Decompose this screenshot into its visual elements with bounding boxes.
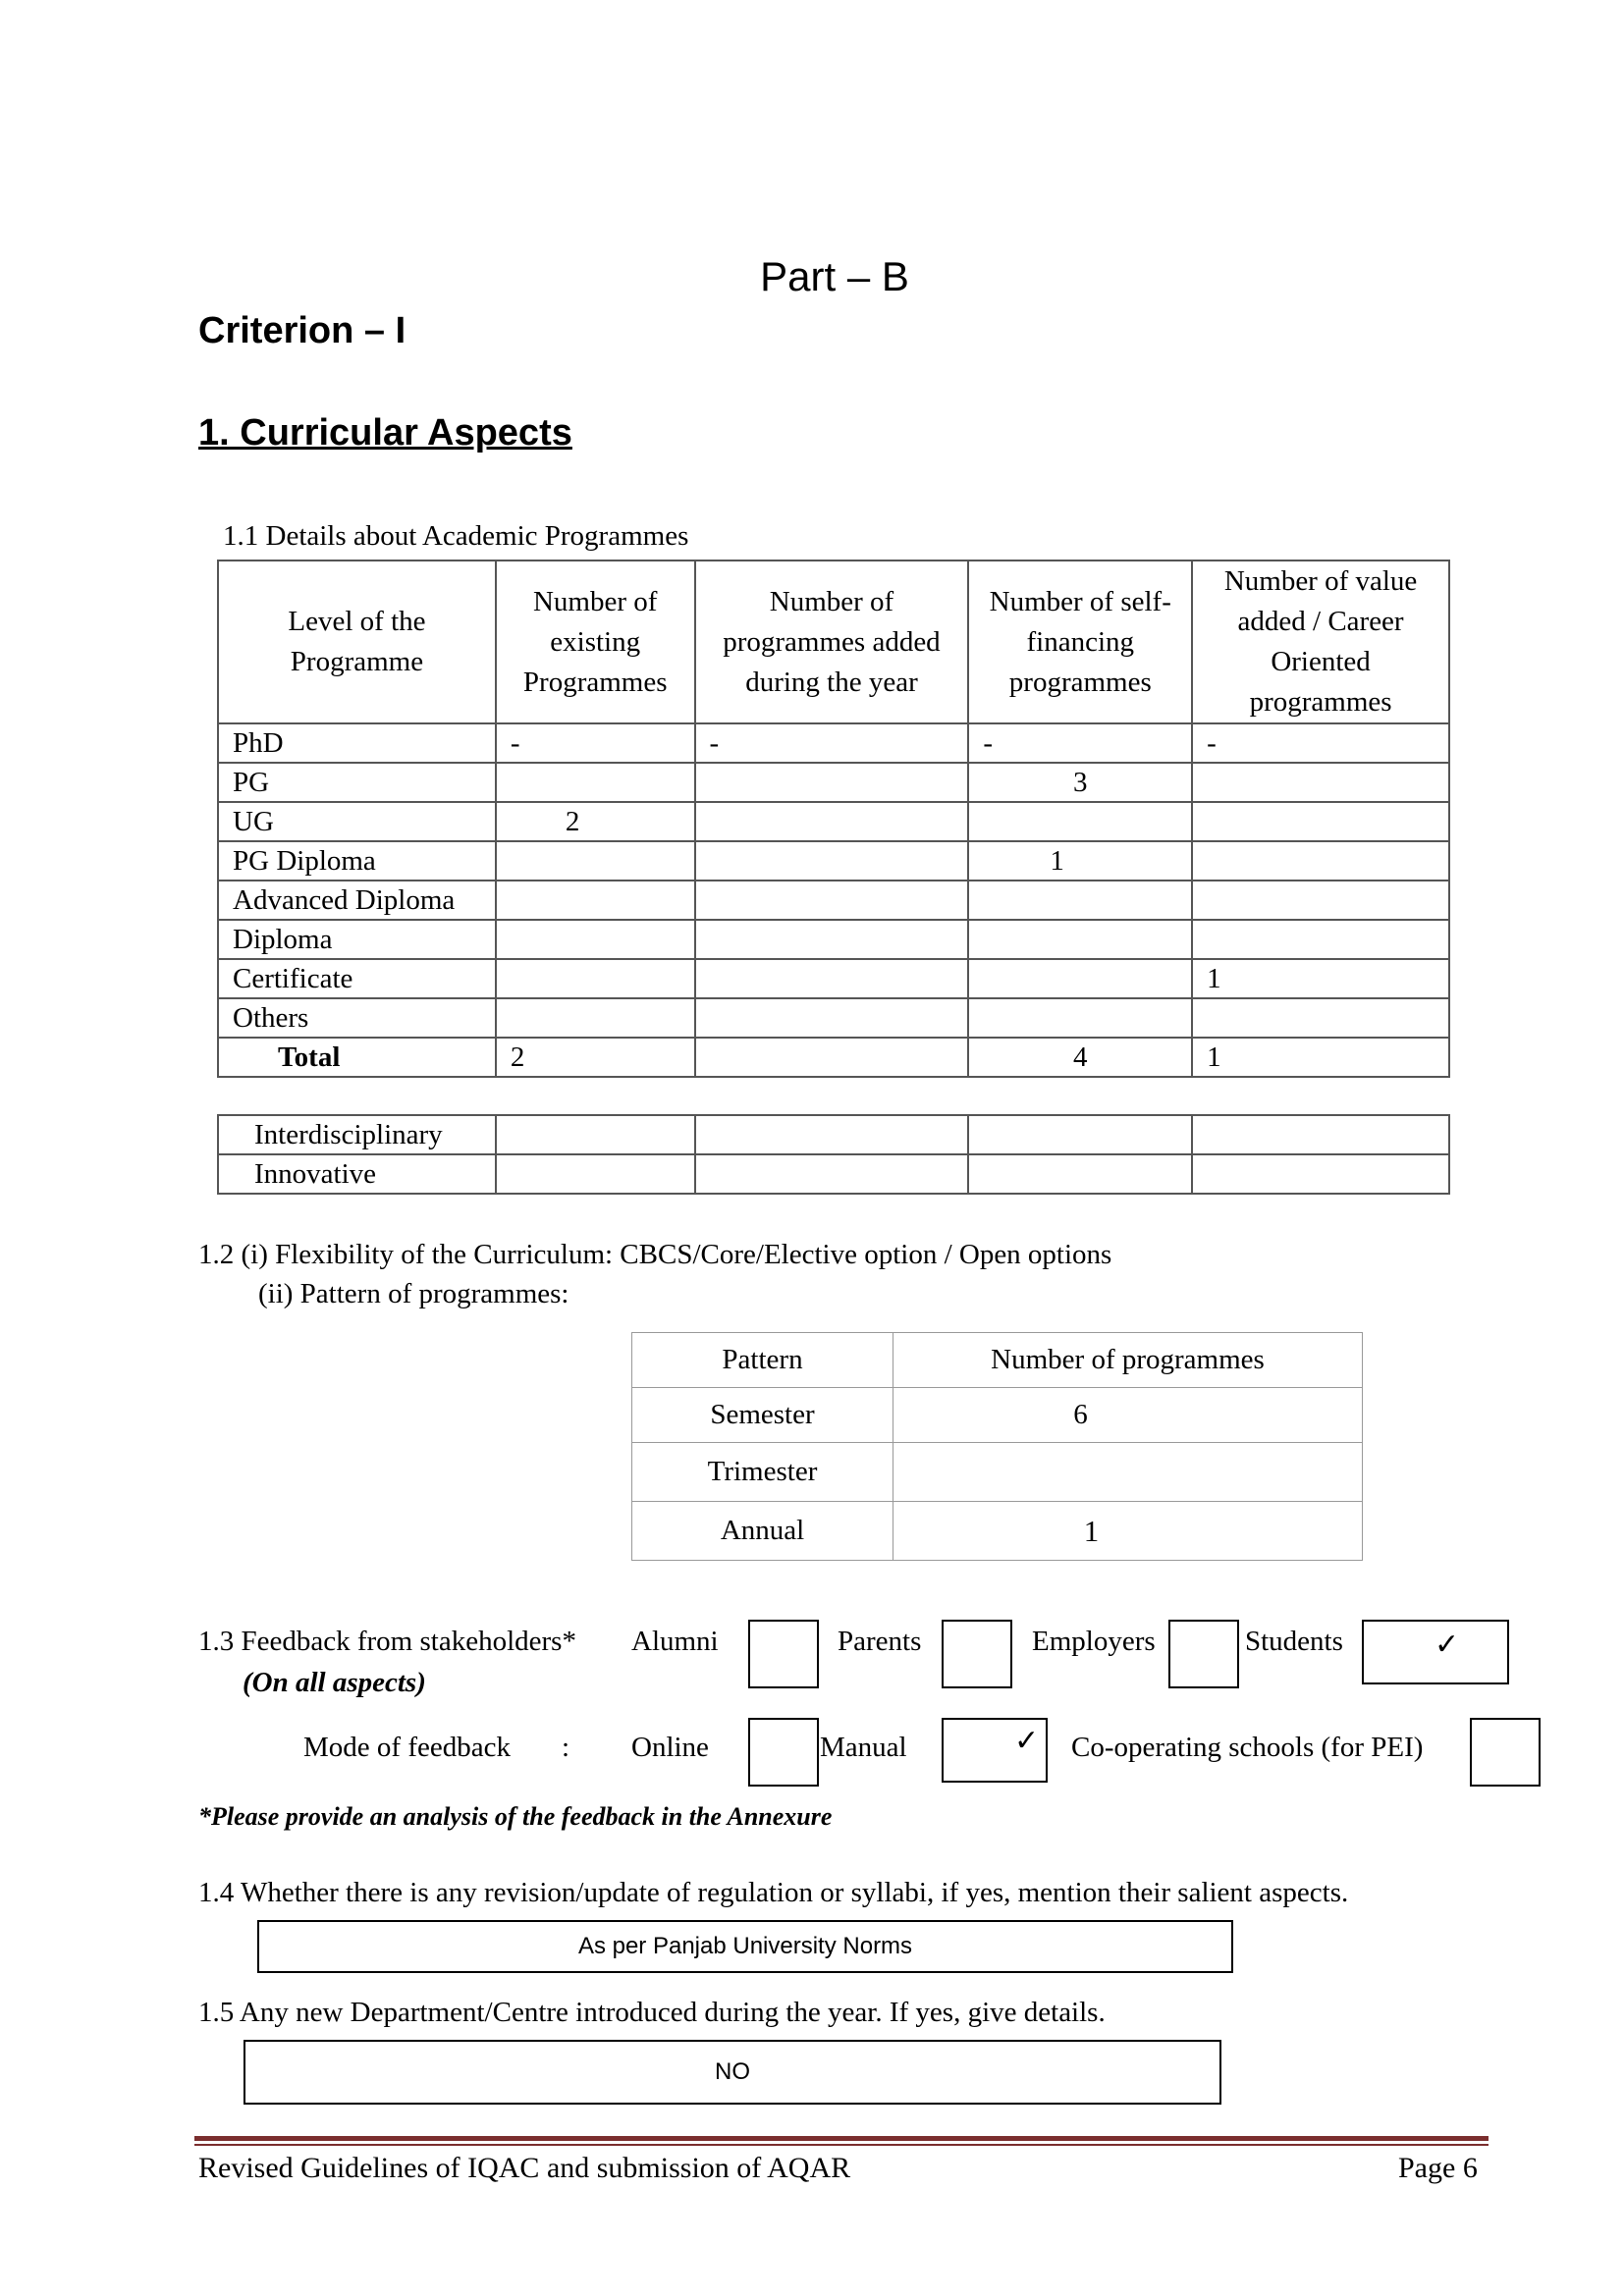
header-added: Number of programmes added during the year — [695, 561, 969, 723]
cell-level: PhD — [218, 723, 496, 763]
employers-label: Employers — [1032, 1626, 1156, 1657]
s1-2-line2: (ii) Pattern of programmes: — [258, 1278, 569, 1309]
co-operating-schools-checkbox[interactable] — [1470, 1718, 1541, 1787]
cell-value-added — [1192, 881, 1449, 920]
s1-5-label: 1.5 Any new Department/Centre introduced during the year. If yes, give details. — [198, 1997, 1106, 2028]
cell-self-financing — [968, 1115, 1192, 1154]
alumni-checkbox[interactable] — [748, 1620, 819, 1688]
cell-added — [695, 763, 969, 802]
cell-pattern: Semester — [632, 1388, 893, 1443]
footer-rule-thick — [194, 2136, 1489, 2141]
table-header-row — [218, 561, 1449, 723]
cell-self-financing: 3 — [968, 763, 1192, 802]
cell-added — [695, 920, 969, 959]
mode-of-feedback-label: Mode of feedback — [303, 1732, 511, 1763]
online-label: Online — [631, 1732, 709, 1763]
cell-value-added — [1192, 998, 1449, 1038]
cell-existing: 2 — [496, 1038, 695, 1077]
s1-4-answer-box[interactable]: As per Panjab University Norms — [257, 1920, 1233, 1973]
cell-added — [695, 1115, 969, 1154]
cell-existing: 2 — [496, 802, 695, 841]
cell-added — [695, 1038, 969, 1077]
table-row — [218, 802, 1449, 841]
cell-self-financing — [968, 1154, 1192, 1194]
cell-level: Total — [218, 1038, 496, 1077]
criterion-title: Criterion – I — [198, 310, 406, 351]
header-level: Level of the Programme — [218, 561, 496, 723]
manual-checkbox[interactable]: ✓ — [942, 1718, 1048, 1783]
cell-self-financing: 1 — [968, 841, 1192, 881]
header-pattern: Pattern — [632, 1333, 893, 1388]
table-row — [218, 1115, 1449, 1154]
cell-existing — [496, 841, 695, 881]
cell-value-added: 1 — [1192, 1038, 1449, 1077]
cell-level: PG — [218, 763, 496, 802]
s1-5-answer-box[interactable]: NO — [244, 2040, 1221, 2105]
cell-self-financing — [968, 959, 1192, 998]
cell-existing — [496, 998, 695, 1038]
manual-label: Manual — [820, 1732, 907, 1763]
cell-existing — [496, 1115, 695, 1154]
feedback-note: *Please provide an analysis of the feedback in the Annexure — [198, 1802, 833, 1831]
table-row — [218, 920, 1449, 959]
s1-1-label: 1.1 Details about Academic Programmes — [223, 520, 689, 552]
cell-self-financing — [968, 998, 1192, 1038]
students-checkbox[interactable]: ✓ — [1362, 1620, 1509, 1684]
s1-4-label: 1.4 Whether there is any revision/update of regulation or syllabi, if yes, mention their salient aspects. — [198, 1877, 1349, 1908]
programmes-table — [217, 560, 1450, 1078]
cell-value-added — [1192, 841, 1449, 881]
cell-existing — [496, 763, 695, 802]
cell-value-added: - — [1192, 723, 1449, 763]
cell-added — [695, 841, 969, 881]
table-total-row — [218, 1038, 1449, 1077]
table-row — [632, 1388, 1363, 1443]
students-label: Students — [1245, 1626, 1343, 1657]
header-self-financing: Number of self-financing programmes — [968, 561, 1192, 723]
pattern-table — [631, 1332, 1363, 1561]
interdisciplinary-table — [217, 1114, 1450, 1195]
header-number: Number of programmes — [893, 1333, 1363, 1388]
table-row — [218, 959, 1449, 998]
table-row — [218, 998, 1449, 1038]
cell-added — [695, 1154, 969, 1194]
online-checkbox[interactable] — [748, 1718, 819, 1787]
cell-value-added — [1192, 1154, 1449, 1194]
cell-added — [695, 881, 969, 920]
cell-level: Diploma — [218, 920, 496, 959]
mode-colon: : — [562, 1732, 570, 1763]
cell-added — [695, 998, 969, 1038]
cell-existing: - — [496, 723, 695, 763]
cell-value-added: 1 — [1192, 959, 1449, 998]
cell-added: - — [695, 723, 969, 763]
parents-label: Parents — [838, 1626, 922, 1657]
s1-3-label: 1.3 Feedback from stakeholders* — [198, 1626, 576, 1657]
s1-2-line1: 1.2 (i) Flexibility of the Curriculum: CBCS/Core/Elective option / Open options — [198, 1239, 1112, 1270]
cell-number — [893, 1443, 1363, 1502]
footer-left-text: Revised Guidelines of IQAC and submission of AQAR — [198, 2152, 851, 2184]
table-row — [218, 1154, 1449, 1194]
section-title: 1. Curricular Aspects — [198, 412, 572, 454]
table-row — [632, 1443, 1363, 1502]
cell-number: 6 — [893, 1388, 1363, 1443]
cell-level: Certificate — [218, 959, 496, 998]
cell-value-added — [1192, 802, 1449, 841]
header-existing: Number of existing Programmes — [496, 561, 695, 723]
s1-3-sublabel: (On all aspects) — [243, 1667, 426, 1698]
cell-level: UG — [218, 802, 496, 841]
cell-value-added — [1192, 1115, 1449, 1154]
part-title: Part – B — [760, 253, 909, 299]
cell-pattern: Trimester — [632, 1443, 893, 1502]
cell-value-added — [1192, 763, 1449, 802]
cell-pattern: Annual — [632, 1502, 893, 1561]
cell-self-financing — [968, 802, 1192, 841]
table-row — [218, 881, 1449, 920]
cell-level: Advanced Diploma — [218, 881, 496, 920]
employers-checkbox[interactable] — [1168, 1620, 1239, 1688]
cell-added — [695, 959, 969, 998]
cell-level: Others — [218, 998, 496, 1038]
cell-level: PG Diploma — [218, 841, 496, 881]
cell-level: Interdisciplinary — [218, 1115, 496, 1154]
footer-rule-thin — [194, 2144, 1489, 2146]
cell-existing — [496, 881, 695, 920]
cell-self-financing: - — [968, 723, 1192, 763]
cell-existing — [496, 920, 695, 959]
table-row — [218, 763, 1449, 802]
table-row — [218, 723, 1449, 763]
table-header-row — [632, 1333, 1363, 1388]
cell-self-financing — [968, 920, 1192, 959]
alumni-label: Alumni — [631, 1626, 719, 1657]
cell-existing — [496, 959, 695, 998]
cell-value-added — [1192, 920, 1449, 959]
cell-level: Innovative — [218, 1154, 496, 1194]
co-operating-schools-label: Co-operating schools (for PEI) — [1071, 1732, 1424, 1763]
cell-existing — [496, 1154, 695, 1194]
cell-added — [695, 802, 969, 841]
parents-checkbox[interactable] — [942, 1620, 1012, 1688]
cell-self-financing: 4 — [968, 1038, 1192, 1077]
page-number: Page 6 — [1398, 2152, 1478, 2184]
cell-number: 1 — [893, 1502, 1363, 1561]
table-row — [632, 1502, 1363, 1561]
table-row — [218, 841, 1449, 881]
header-value-added: Number of value added / Career Oriented programmes — [1192, 561, 1449, 723]
cell-self-financing — [968, 881, 1192, 920]
